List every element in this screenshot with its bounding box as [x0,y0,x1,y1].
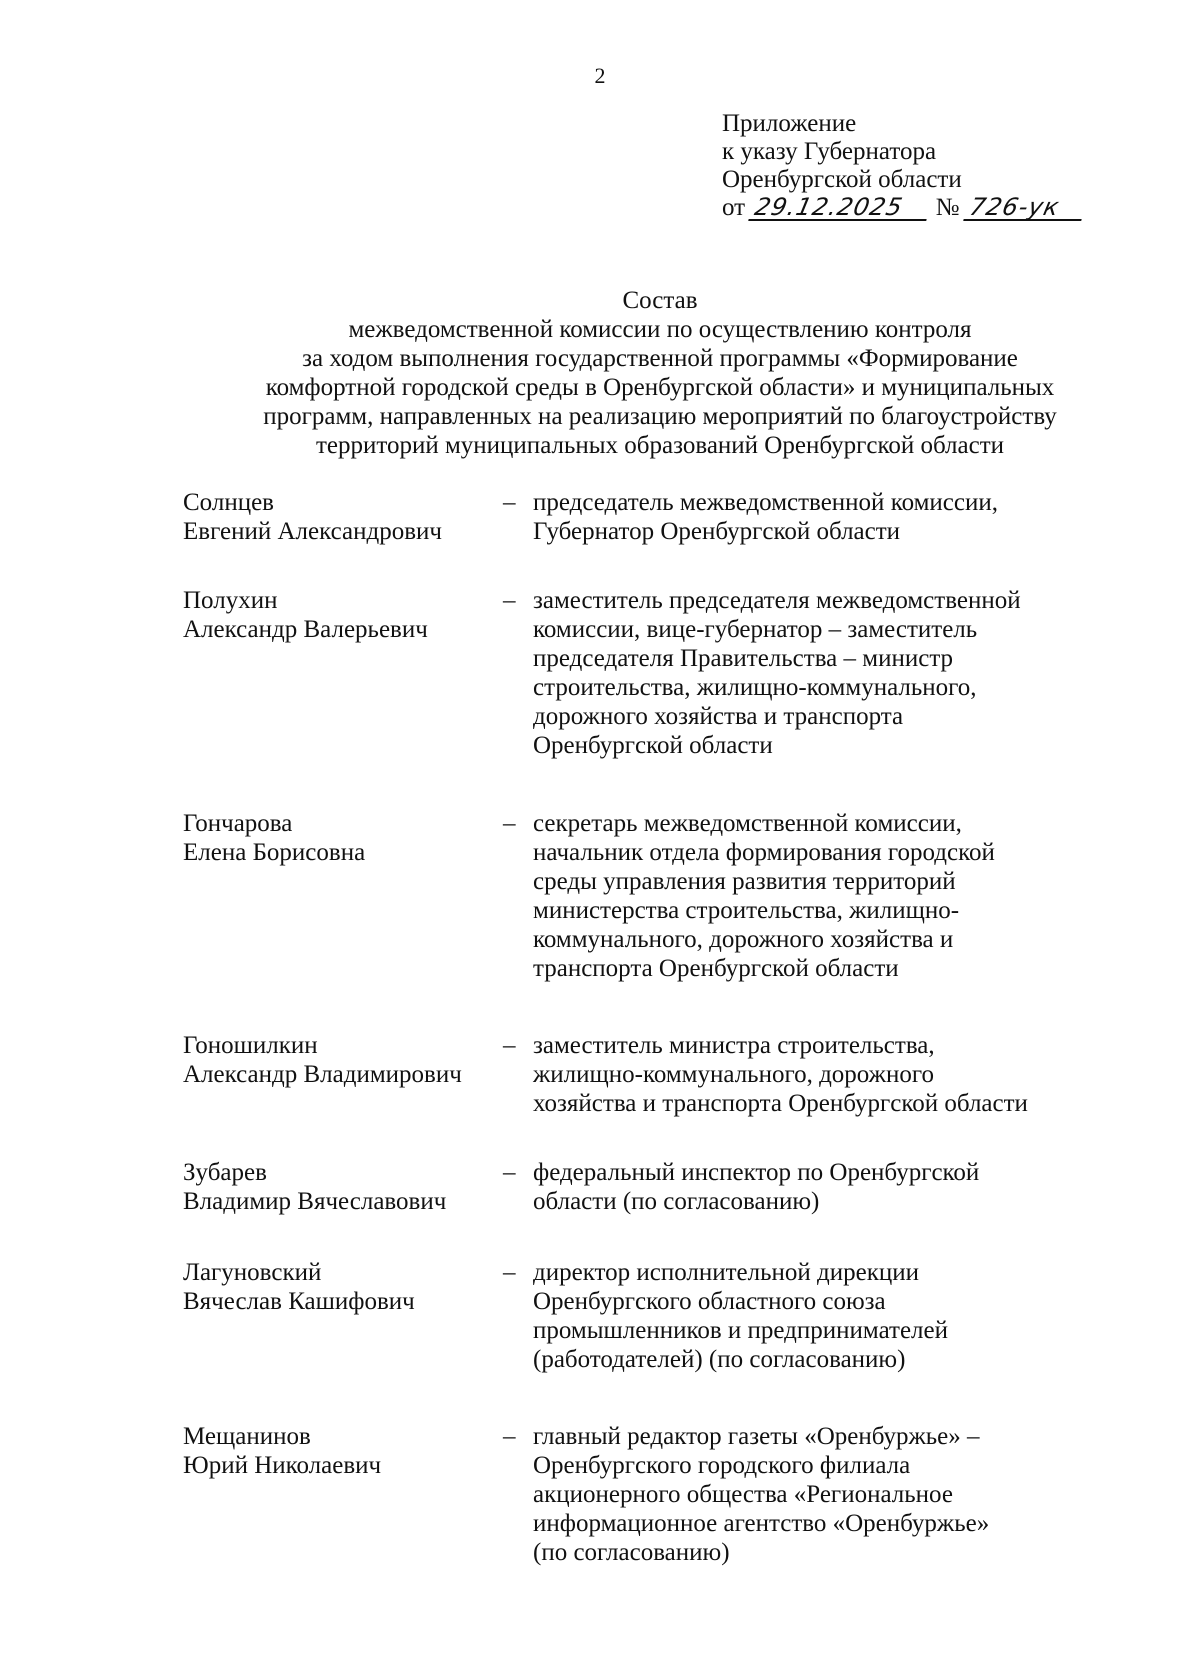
role-line: хозяйства и транспорта Оренбургской области [533,1090,1028,1117]
member-name [183,1031,503,1118]
member-dash: – [503,1159,516,1186]
role-line: председатель межведомственной комиссии, [533,489,998,516]
appendix-title: Приложение [722,110,857,137]
role-line: Оренбургского областного союза [533,1288,886,1315]
member-role [533,488,1113,546]
handwritten-number: 726-ук [963,195,1087,221]
member-surname: Гончарова [183,810,293,837]
role-line: Оренбургского городского филиала [533,1452,911,1479]
role-line: промышленников и предпринимателей [533,1317,948,1344]
role-line: федеральный инспектор по Оренбургской [533,1159,980,1186]
appendix-decree-ref: к указу Губернатора [722,138,937,165]
member-given-names: Елена Борисовна [183,839,366,866]
member-role [533,586,1113,760]
member-given-names: Александр Валерьевич [183,616,428,643]
member-surname: Полухин [183,587,278,614]
member-name [183,1258,503,1374]
role-line: коммунального, дорожного хозяйства и [533,926,954,953]
role-line: жилищно-коммунального, дорожного [533,1061,934,1088]
role-line: акционерного общества «Региональное [533,1481,953,1508]
role-line: (работодателей) (по согласованию) [533,1346,906,1373]
member-entry [183,1158,1113,1216]
member-name [183,1422,503,1567]
member-surname: Солнцев [183,489,274,516]
member-name [183,586,503,760]
member-surname: Зубарев [183,1159,267,1186]
role-line: главный редактор газеты «Оренбуржье» – [533,1423,980,1450]
role-line: заместитель министра строительства, [533,1032,935,1059]
role-line: среды управления развития территорий [533,868,956,895]
member-given-names: Юрий Николаевич [183,1452,382,1479]
member-entry [183,1031,1113,1118]
title-line: за ходом выполнения государственной программы «Формирование [302,345,1018,372]
member-entry [183,1422,1113,1567]
title-line: территорий муниципальных образований Оренбургской области [315,432,1005,459]
role-line: председателя Правительства – министр [533,645,954,672]
date-prefix: от [722,194,746,221]
number-sign: № [935,194,960,221]
role-line: министерства строительства, жилищно- [533,897,960,924]
member-surname: Гоношилкин [183,1032,318,1059]
member-entry [183,809,1113,983]
member-dash: – [503,1423,516,1450]
member-dash: – [503,1259,516,1286]
page-number: 2 [594,63,606,88]
appendix-block [722,110,1162,222]
member-given-names: Александр Владимирович [183,1061,462,1088]
member-given-names: Вячеслав Кашифович [183,1288,415,1315]
member-entry [183,488,1113,546]
member-dash: – [503,587,516,614]
title-line: комфортной городской среды в Оренбургской области» и муниципальных [265,374,1055,401]
member-dash: – [503,1032,516,1059]
role-line: дорожного хозяйства и транспорта [533,703,904,730]
member-dash: – [503,810,516,837]
member-dash: – [503,489,516,516]
title-line: программ, направленных на реализацию мероприятий по благоустройству [263,403,1057,430]
role-line: Губернатор Оренбургской области [533,518,901,545]
role-line: директор исполнительной дирекции [533,1259,919,1286]
member-role [533,1158,1113,1216]
title-heading: Состав [622,287,698,314]
role-line: Оренбургской области [533,732,773,759]
member-role [533,1031,1113,1118]
appendix-date-number-row [722,194,1162,222]
document-title [180,286,1140,460]
role-line: заместитель председателя межведомственной [533,587,1021,614]
role-line: секретарь межведомственной комиссии, [533,810,962,837]
title-line: межведомственной комиссии по осуществлению контроля [348,316,972,343]
appendix-region: Оренбургской области [722,166,962,193]
member-role [533,1422,1113,1567]
member-given-names: Владимир Вячеславович [183,1188,447,1215]
role-line: транспорта Оренбургской области [533,955,899,982]
role-line: строительства, жилищно-коммунального, [533,674,977,701]
member-list [183,488,1113,1567]
role-line: начальник отдела формирования городской [533,839,995,866]
member-surname: Мещанинов [183,1423,311,1450]
member-name [183,809,503,983]
member-surname: Лагуновский [183,1259,322,1286]
handwritten-date: 29.12.2025 [749,195,933,221]
role-line: (по согласованию) [533,1539,730,1566]
member-given-names: Евгений Александрович [183,518,442,545]
member-role [533,1258,1113,1374]
member-name [183,1158,503,1216]
member-entry [183,586,1113,760]
role-line: области (по согласованию) [533,1188,820,1215]
member-entry [183,1258,1113,1374]
member-name [183,488,503,546]
role-line: комиссии, вице-губернатор – заместитель [533,616,978,643]
member-role [533,809,1113,983]
role-line: информационное агентство «Оренбуржье» [533,1510,990,1537]
